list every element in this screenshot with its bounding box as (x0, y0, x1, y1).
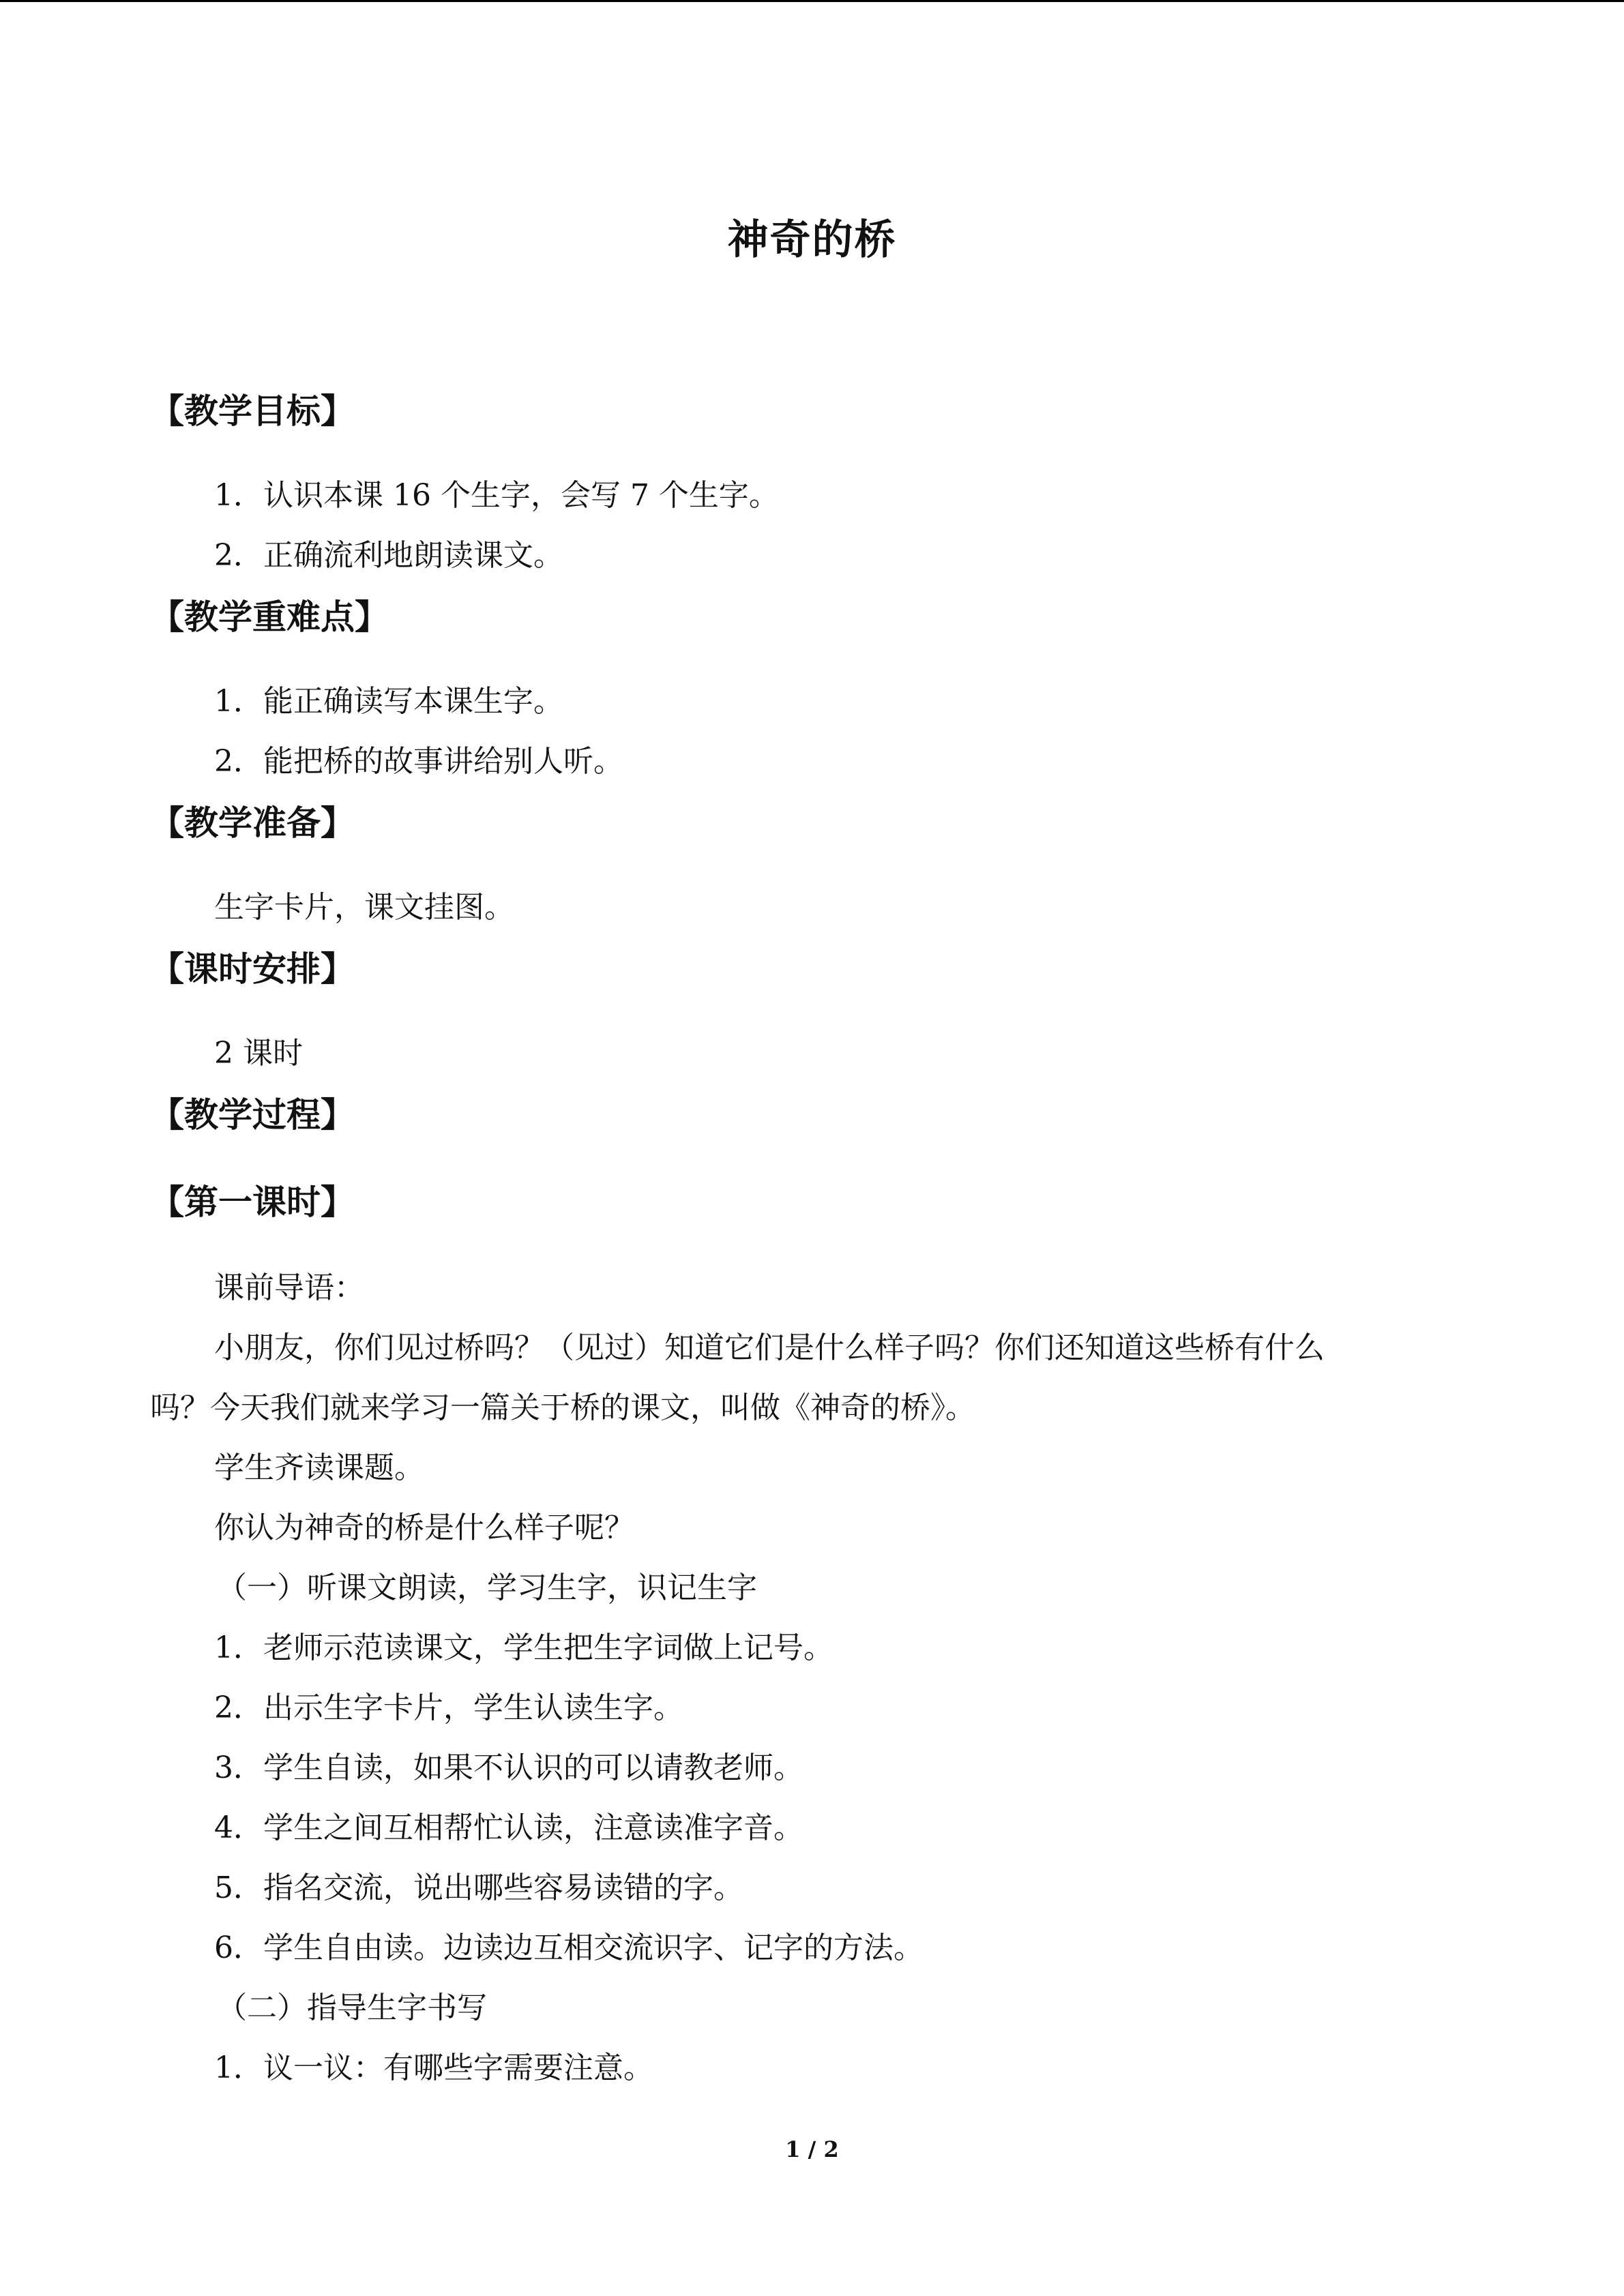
section-heading-lesson-one: 【第一课时】 (150, 1182, 355, 1222)
read-title-text: 学生齐读课题。 (214, 1450, 424, 1485)
part-one-item: 2．出示生字卡片，学生认读生字。 (214, 1690, 683, 1725)
question-text: 你认为神奇的桥是什么样子呢？ (214, 1510, 634, 1545)
key-point-item: 1．能正确读写本课生字。 (214, 684, 563, 719)
section-heading-objectives: 【教学目标】 (150, 391, 355, 431)
part-two-item: 1．议一议：有哪些字需要注意。 (214, 2051, 653, 2085)
key-point-item: 2．能把桥的故事讲给别人听。 (214, 744, 623, 779)
section-heading-schedule: 【课时安排】 (150, 949, 355, 989)
section-heading-key-points: 【教学重难点】 (150, 597, 389, 637)
section-heading-preparation: 【教学准备】 (150, 803, 355, 843)
part-one-item: 6．学生自由读。边读边互相交流识字、记字的方法。 (214, 1930, 924, 1965)
part-two-heading: （二）指导生字书写 (217, 1991, 487, 2025)
preparation-text: 生字卡片，课文挂图。 (214, 890, 514, 925)
part-one-item: 4．学生之间互相帮忙认读，注意读准字音。 (214, 1810, 803, 1845)
section-heading-process: 【教学过程】 (150, 1095, 355, 1135)
page-number: 1 / 2 (785, 2136, 839, 2162)
objective-item: 2．正确流利地朗读课文。 (214, 538, 563, 573)
objective-item: 1．认识本课 16 个生字，会写 7 个生字。 (214, 478, 779, 513)
part-one-item: 3．学生自读，如果不认识的可以请教老师。 (214, 1750, 803, 1785)
document-title: 神奇的桥 (727, 216, 897, 264)
part-one-item: 5．指名交流，说出哪些容易读错的字。 (214, 1870, 743, 1905)
part-one-heading: （一）听课文朗读，学习生字，识记生字 (217, 1570, 757, 1605)
intro-paragraph-line-1: 小朋友，你们见过桥吗？（见过）知道它们是什么样子吗？你们还知道这些桥有什么 (214, 1330, 1325, 1365)
intro-label: 课前导语： (214, 1270, 364, 1305)
intro-paragraph-line-2: 吗？今天我们就来学习一篇关于桥的课文，叫做《神奇的桥》。 (150, 1390, 975, 1425)
schedule-text: 2 课时 (214, 1036, 303, 1071)
part-one-item: 1．老师示范读课文，学生把生字词做上记号。 (214, 1630, 833, 1665)
